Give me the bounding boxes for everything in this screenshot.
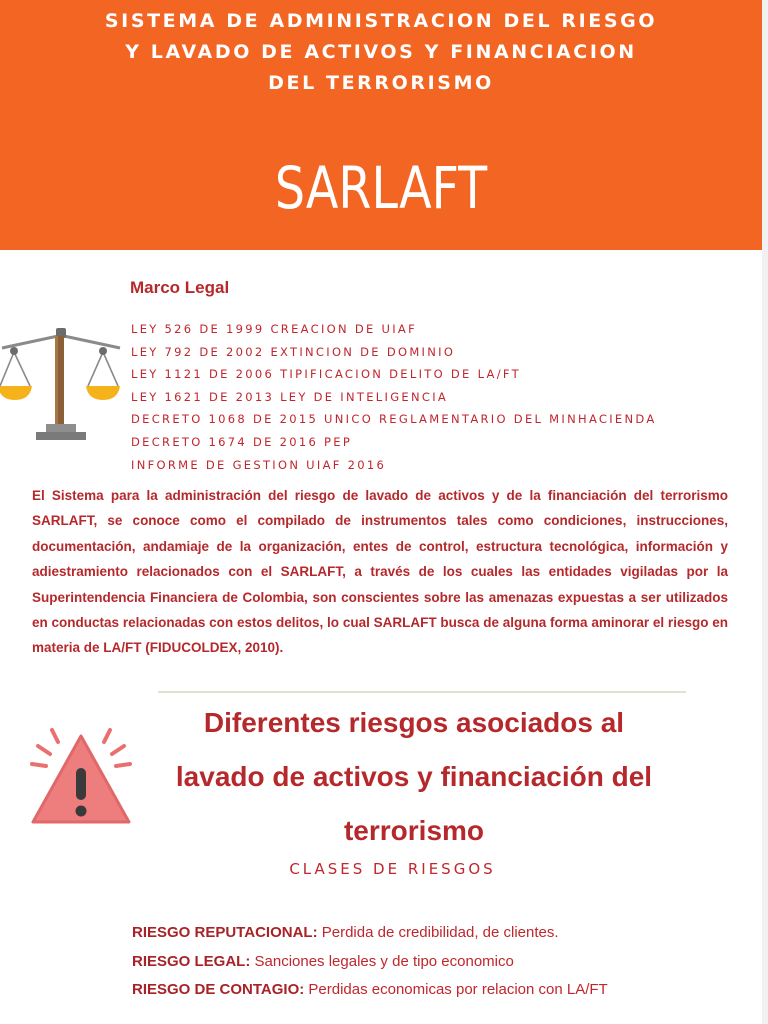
risks-title-line: lavado de activos y financiación del [175, 761, 653, 792]
risks-title-line: Diferentes riesgos asociados al [203, 707, 625, 738]
risk-description: Perdidas economicas por relacion con LA/FT [304, 981, 608, 998]
acronym-title: SARLAFT [274, 154, 488, 222]
risk-list [132, 919, 608, 1005]
legal-item: INFORME DE GESTION UIAF 2016 [131, 457, 387, 472]
risk-item [132, 976, 608, 1005]
legal-item: LEY 1621 DE 2013 LEY DE INTELIGENCIA [131, 389, 449, 404]
risk-description: Perdida de credibilidad, de clientes. [317, 924, 559, 941]
header-title-line: SISTEMA DE ADMINISTRACION DEL RIESGO [104, 10, 658, 32]
divider [158, 691, 686, 693]
scale-icon [0, 326, 122, 446]
legal-item: LEY 1121 DE 2006 TIPIFICACION DELITO DE LA/FT [131, 367, 521, 382]
risk-name: RIESGO DE CONTAGIO: [132, 981, 305, 998]
risk-classes-heading: CLASES DE RIESGOS [289, 860, 496, 878]
risk-name: RIESGO REPUTACIONAL: [132, 924, 318, 941]
risk-item [132, 948, 608, 977]
warning-icon [28, 724, 134, 830]
header-title-line: DEL TERRORISMO [268, 72, 494, 94]
risk-name: RIESGO LEGAL: [132, 952, 251, 970]
legal-item: DECRETO 1674 DE 2016 PEP [131, 434, 353, 449]
legal-item: LEY 792 DE 2002 EXTINCION DE DOMINIO [131, 344, 456, 359]
risks-section-title [136, 696, 692, 858]
risk-description: Sanciones legales y de tipo economico [250, 952, 514, 970]
legal-item: DECRETO 1068 DE 2015 UNICO REGLAMENTARIO DEL MINHACIENDA [131, 412, 657, 427]
legal-item: LEY 526 DE 1999 CREACION DE UIAF [131, 322, 418, 336]
header-title-line: Y LAVADO DE ACTIVOS Y FINANCIACION [125, 41, 637, 63]
risks-title-line: terrorismo [343, 815, 485, 846]
header-title [0, 6, 762, 99]
marco-legal-heading: Marco Legal [130, 278, 230, 297]
header-banner [0, 0, 762, 250]
legal-framework-list [131, 318, 657, 476]
risk-item [132, 919, 608, 948]
intro-paragraph: El Sistema para la administración del riesgo de lavado de activos y de la financiación del terrorismo SARLAFT, se conoce como el compilado de instrumentos tales como condiciones, instrucciones, documentación, andamiaje de la organización, entes de control, estructura tecnológica, información y adiestramiento relacionados con el SARLAFT, a través de los cuales las entidades vigiladas por la Superintendencia Financiera de Colombia, son conscientes sobre las amenazas expuestas a ser utilizados en conductas relacionadas con estos delitos, lo cual SARLAFT busca de alguna forma aminorar el riesgo en materia de LA/FT (FIDUCOLDEX, 2010). [32, 488, 728, 656]
